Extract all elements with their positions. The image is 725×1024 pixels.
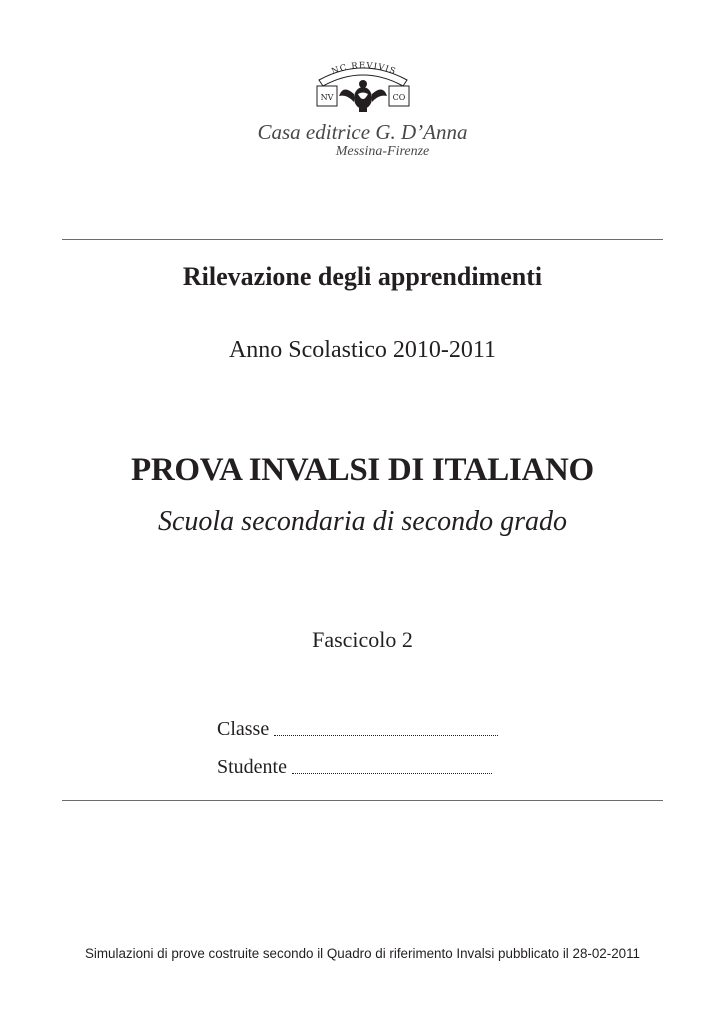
class-label: Classe — [217, 718, 270, 740]
logo-motto: NC REVIVIS — [330, 60, 398, 78]
survey-title: Rilevazione degli apprendimenti — [182, 262, 543, 291]
logo-initials-right: CO — [392, 93, 406, 102]
booklet-number: Fascicolo 2 — [312, 627, 413, 652]
class-fill-line — [274, 735, 498, 736]
student-field — [217, 752, 492, 778]
test-title: PROVA INVALSI DI ITALIANO — [131, 452, 594, 488]
publisher-name: Casa editrice G. D’Anna — [257, 120, 468, 144]
student-label: Studente — [217, 756, 287, 778]
student-fill-line — [292, 773, 492, 774]
publisher-city: Messina-Firenze — [335, 144, 430, 159]
school-year: Anno Scolastico 2010-2011 — [228, 337, 497, 363]
class-field — [217, 714, 498, 740]
footer-note: Simulazioni di prove costruite secondo il Quadro di riferimento Invalsi pubblicato il 28-02-2011 — [84, 946, 640, 961]
publisher-logo — [311, 58, 415, 114]
test-subtitle: Scuola secondaria di secondo grado — [157, 506, 568, 537]
top-divider — [62, 239, 663, 240]
logo-initials-left: NV — [320, 93, 334, 102]
bottom-divider — [62, 800, 663, 801]
